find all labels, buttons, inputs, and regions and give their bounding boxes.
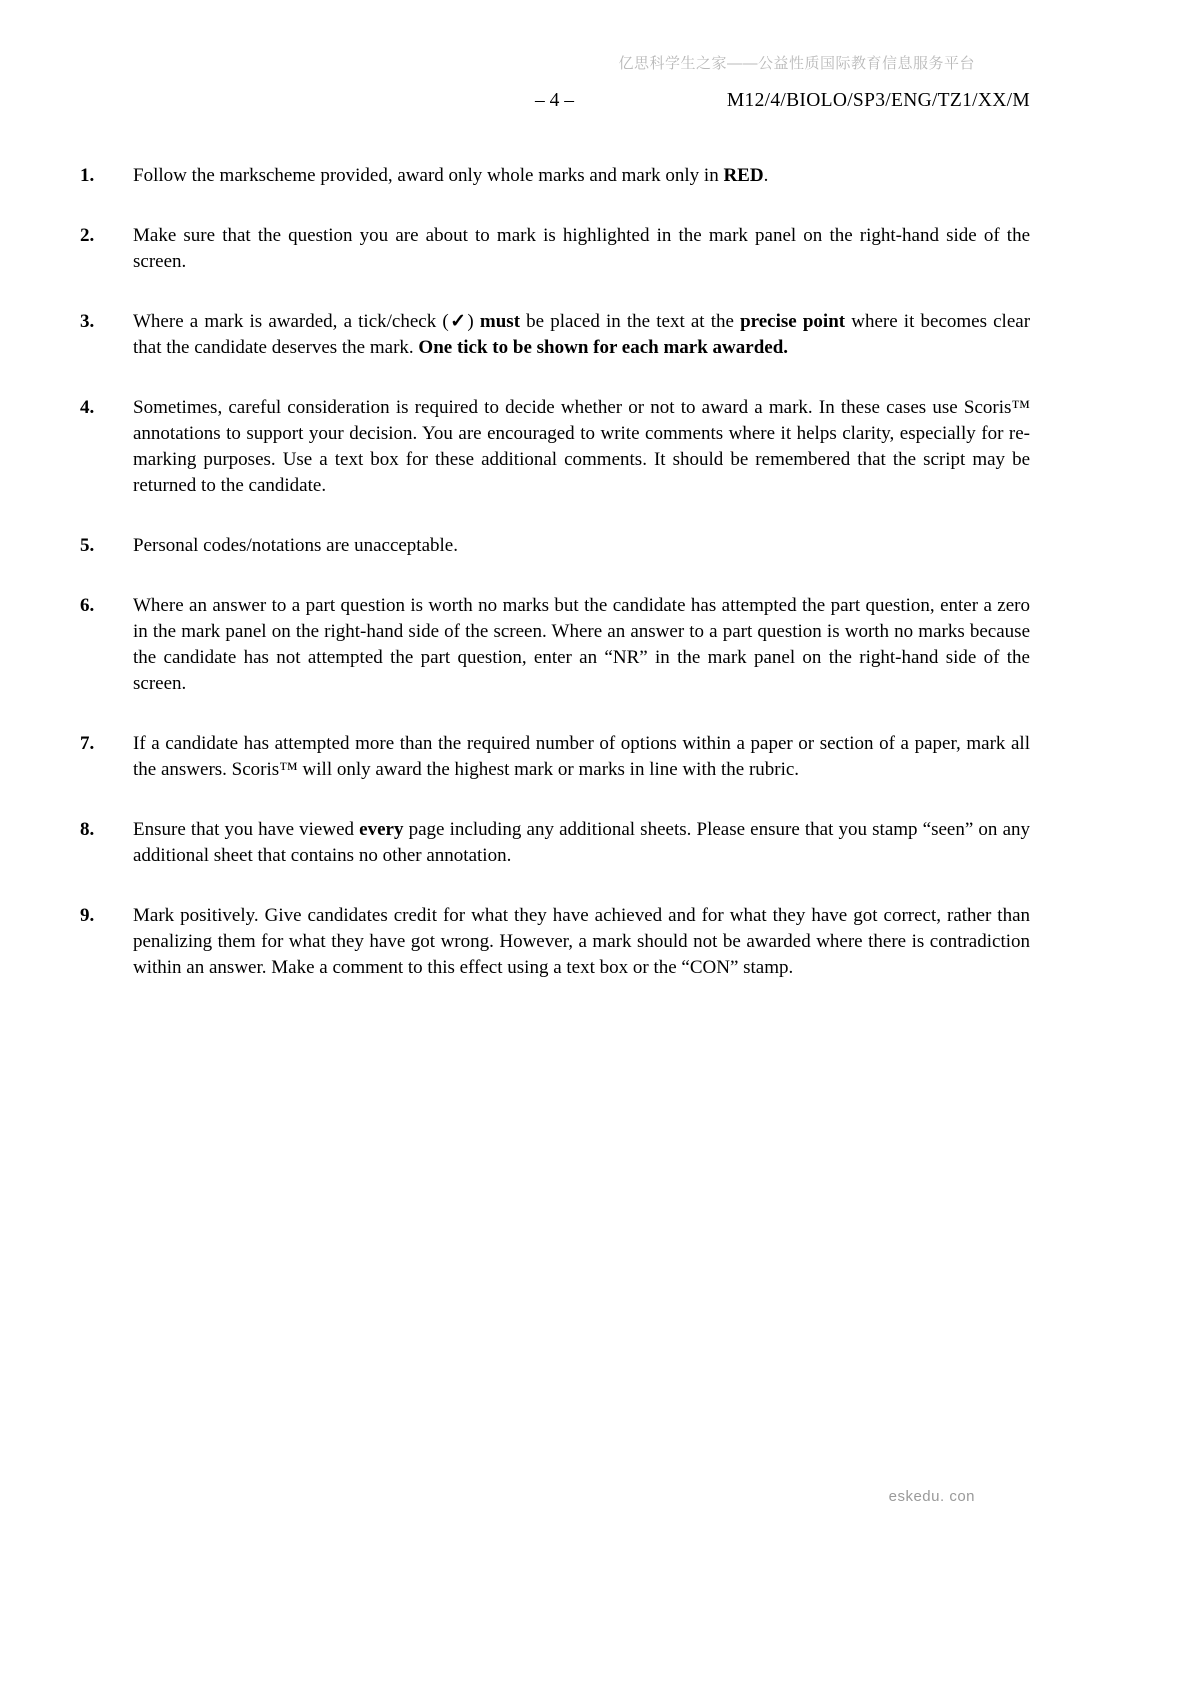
instruction-text-segment: Where an answer to a part question is worth no marks but the candidate has attempted the part question, enter a zero in the mark panel on the right-hand side of the screen. Where an answer to a part question is worth no marks because the candidate has not attempted the part question, enter an “NR” in the mark panel on the right-hand side of the screen.	[133, 595, 1030, 694]
instruction-text	[133, 163, 1030, 189]
instruction-item	[80, 163, 1030, 189]
instruction-number: 9.	[80, 905, 95, 926]
instruction-text-segment: Ensure that you have viewed	[133, 819, 360, 840]
instruction-text-segment: be placed in the text at the	[520, 311, 741, 332]
footer-site-label: eskedu. con	[888, 1488, 975, 1505]
instruction-text	[133, 309, 1030, 361]
instruction-text-segment: precise point	[740, 311, 846, 332]
watermark-text: 亿思科学生之家——公益性质国际教育信息服务平台	[618, 55, 975, 72]
instruction-number: 2.	[80, 225, 95, 246]
instruction-text-segment: Personal codes/notations are unacceptable.	[133, 535, 458, 556]
instruction-item	[80, 223, 1030, 275]
instruction-text	[133, 817, 1030, 869]
instruction-number: 6.	[80, 595, 95, 616]
instruction-text-segment: One tick to be shown for each mark awarded.	[418, 337, 789, 358]
instruction-text-segment: must	[479, 311, 521, 332]
instruction-item	[80, 309, 1030, 361]
instruction-item	[80, 731, 1030, 783]
instruction-text-segment: page including any additional sheets. Please ensure that you stamp “seen” on any additional sheet that contains no other annotation.	[133, 819, 1031, 866]
instruction-text-segment: )	[467, 311, 480, 332]
instruction-item	[80, 395, 1030, 499]
instruction-number: 3.	[80, 311, 95, 332]
instruction-item	[80, 817, 1030, 869]
page-header	[80, 90, 1030, 118]
instruction-number: 8.	[80, 819, 95, 840]
instruction-text	[133, 903, 1030, 981]
instructions-list	[80, 163, 1030, 1015]
instruction-item	[80, 593, 1030, 697]
instruction-text	[133, 731, 1030, 783]
instruction-text-segment: every	[359, 819, 404, 840]
page-number: – 4 –	[535, 90, 574, 111]
instruction-text-segment: Mark positively. Give candidates credit for what they have achieved and for what they have got correct, rather than penalizing them for what they have got wrong. However, a mark should not be awarded where there is contradiction within an answer. Make a comment to this effect using a text box or the “CON” stamp.	[133, 905, 1030, 978]
instruction-number: 7.	[80, 733, 95, 754]
instruction-text-segment: where it becomes clear that the candidate deserves the mark.	[133, 311, 1031, 358]
instruction-text-segment: RED	[723, 165, 764, 186]
instruction-text-segment: Where a mark is awarded, a tick/check (	[133, 311, 449, 332]
instruction-text	[133, 593, 1030, 697]
instruction-number: 5.	[80, 535, 95, 556]
instruction-text-segment: Sometimes, careful consideration is required to decide whether or not to award a mark. In these cases use Scoris™ annotations to support your decision. You are encouraged to write comments where it helps clarity, especially for re-marking purposes. Use a text box for these additional comments. It should be remembered that the script may be returned to the candidate.	[133, 397, 1030, 496]
instruction-text-segment: Make sure that the question you are about to mark is highlighted in the mark panel on the right-hand side of the screen.	[133, 225, 1030, 272]
instruction-text-segment: .	[763, 165, 769, 186]
document-code: M12/4/BIOLO/SP3/ENG/TZ1/XX/M	[726, 90, 1030, 111]
instruction-item	[80, 903, 1030, 981]
instruction-text	[133, 533, 1030, 559]
instruction-text-segment: If a candidate has attempted more than the required number of options within a paper or section of a paper, mark all the answers. Scoris™ will only award the highest mark or marks in line with the rubric.	[133, 733, 1030, 780]
instruction-number: 1.	[80, 165, 95, 186]
instruction-text-segment: ✓	[448, 311, 468, 332]
instruction-number: 4.	[80, 397, 95, 418]
instruction-text	[133, 395, 1030, 499]
instruction-text	[133, 223, 1030, 275]
instruction-text-segment: Follow the markscheme provided, award only whole marks and mark only in	[133, 165, 724, 186]
instruction-item	[80, 533, 1030, 559]
